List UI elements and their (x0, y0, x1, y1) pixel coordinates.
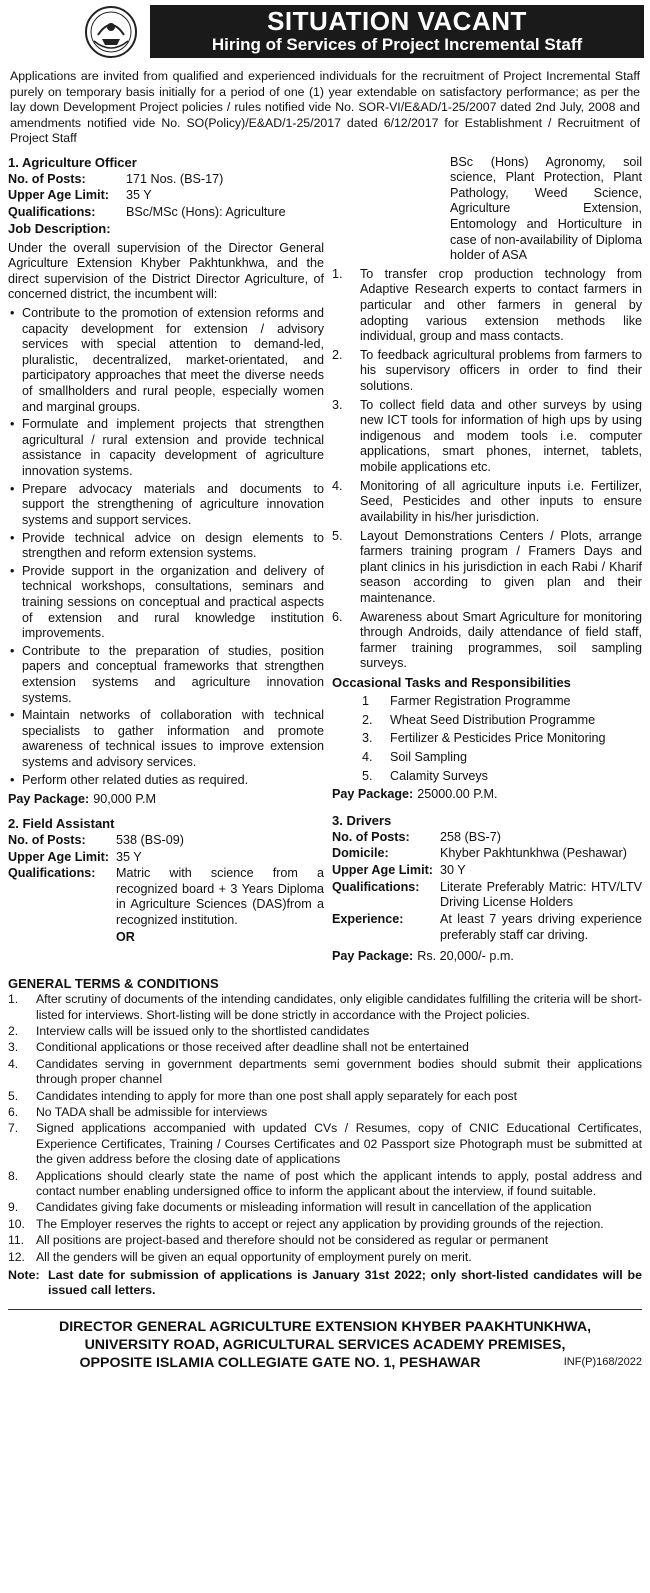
occasional-tasks-list (362, 694, 642, 784)
list-item: • Provide technical advice on design elements to strengthen and reform extension systems. (8, 531, 324, 562)
list-item: 7. Signed applications accompanied with updated CVs / Resumes, copy of CNIC Educational Certificates, Experience Certificates, Training / Courses Certificates and 02 Passport size Photograph must be submitted at the given address before the closing date of applications (8, 1121, 642, 1167)
ao-jd-intro: Under the overall supervision of the Director General Agriculture Extension Khyber Pakhtunkhwa, and the direct supervision of the District Director Agriculture, of concerned district, the incumbent will: (8, 240, 324, 302)
footer-address (8, 1309, 642, 1372)
label: No. of Posts: (8, 171, 86, 186)
list-item: • Formulate and implement projects that strengthen agricultural / rural extension and provide technical assistance in capacity development of agriculture innovation systems. (8, 417, 324, 479)
dr-experience (332, 912, 642, 943)
note-label: Note: (8, 1268, 40, 1283)
value: Rs. 20,000/- p.m. (417, 949, 514, 964)
label: Pay Package: (8, 792, 90, 807)
list-item: 12. All the genders will be given an equal opportunity of employment purely on merit. (8, 1249, 472, 1264)
label: No. of Posts: (8, 832, 86, 847)
ao-qualifications (8, 205, 324, 221)
list-item: • Prepare advocacy materials and documents to support the strengthening of agriculture innovation systems and support services. (8, 482, 324, 529)
label: Qualifications: (332, 879, 420, 894)
reference-number: INF(P)168/2022 (563, 1355, 642, 1368)
note-text: Last date for submission of applications is January 31st 2022; only short-listed candidates will be issued call letters. (48, 1268, 642, 1298)
positions-columns (8, 155, 642, 966)
left-column (8, 155, 332, 966)
list-item: 4. Monitoring of all agriculture inputs i.e. Fertilizer, Seed, Pesticides and other inputs to ensure availability in his/her jurisdiction. (332, 478, 642, 524)
label: Upper Age Limit: (332, 863, 433, 878)
value: At least 7 years driving experience preferably staff car driving. (440, 911, 642, 942)
dr-pay (332, 949, 642, 965)
list-item: 5. Candidates intending to apply for more than one post shall apply separately for each post (8, 1088, 518, 1103)
list-item: 1 Farmer Registration Programme (362, 694, 571, 709)
header (8, 3, 642, 65)
value: Khyber Pakhtunkhwa (Peshawar) (440, 846, 627, 861)
list-item: 3. Conditional applications or those received after deadline shall not be entertained (8, 1040, 469, 1055)
list-item: 3. Fertilizer & Pesticides Price Monitoring (362, 731, 606, 746)
list-item: 9. Candidates giving fake documents or misleading information will result in cancellation of the application (8, 1200, 592, 1215)
value: 171 Nos. (BS-17) (126, 171, 224, 186)
list-item: 5. Calamity Surveys (362, 768, 488, 783)
value: 35 Y (126, 188, 152, 203)
list-item: • Perform other related duties as required. (8, 773, 324, 789)
list-item: 2. Wheat Seed Distribution Programme (362, 712, 596, 727)
list-item: • Contribute to the preparation of studies, position papers and conceptual frameworks that strengthen extension systems and agriculture innovation systems. (8, 644, 324, 706)
value: 538 (BS-09) (116, 832, 184, 847)
drivers-heading: 3. Drivers (332, 812, 392, 828)
field-assistant-heading: 2. Field Assistant (8, 815, 115, 831)
job-description-heading: Job Description: (8, 221, 111, 237)
agriculture-officer-heading: 1. Agriculture Officer (8, 154, 137, 170)
fa-age (8, 850, 324, 866)
list-item: 10. The Employer reserves the rights to accept or reject any application by providing grounds of the rejection. (8, 1216, 604, 1231)
value: 258 (BS-7) (440, 829, 501, 844)
advertisement (8, 3, 642, 1587)
fa-posts (8, 833, 324, 849)
label: Pay Package: (332, 787, 414, 802)
ao-age (8, 188, 324, 204)
list-item: 5. Layout Demonstrations Centers / Plots, arrange farmers training program / Framers Days and plant clinics in his jurisdiction in each Rabi / Kharif season according to given plan and their maintenance. (332, 528, 642, 605)
list-item: 8. Applications should clearly state the name of post which the applicant intends to apply, postal address and contact number enabling undersigned office to inform the applicant about the interview, if found suitable. (8, 1168, 642, 1199)
fa-or (8, 930, 324, 946)
footer-line: OPPOSITE ISLAMIA COLLEGIATE GATE NO. 1, PESHAWAR (79, 1354, 481, 1371)
ao-pay (8, 792, 324, 808)
dr-age (332, 863, 642, 879)
list-item: 1. To transfer crop production technology from Adaptive Research experts to contact farmers in particular and other farmers in general by adopting various extension methods like individual, group and mass contacts. (332, 266, 642, 344)
label: Experience: (332, 911, 404, 926)
value: BSc/MSc (Hons): Agriculture (126, 204, 286, 219)
intro-paragraph: Applications are invited from qualified and experienced individuals for the recruitment of Project Incremental Staff purely on temporary basis initially for a period of one (1) year extendable on satisfactory performance; as per the lay down Development Project policies / rules notified vide No. SOR-VI/E&AD/1-25/2007 dated 2nd July, 2008 and amendments notified vide No. SO(Policy)/E&AD/1-25/2017 dated 6/12/2017 for Establishment / Recruitment of Project Staff (10, 69, 640, 145)
label: Qualifications: (8, 204, 96, 219)
value: 35 Y (116, 849, 142, 864)
value: Literate Preferably Matric: HTV/LTV Driving License Holders (440, 879, 642, 910)
value: Matric with science from a recognized board + 3 Years Diploma in Agriculture Sciences (DAS)from a recognized institution. (116, 866, 324, 928)
value: 90,000 P.M (93, 792, 157, 807)
label: Qualifications: (8, 866, 96, 881)
list-item: 6. Awareness about Smart Agriculture for monitoring through Androids, daily attendance of field staff, farmer training programmes, soil sampling surveys. (332, 609, 642, 671)
list-item: 4. Soil Sampling (362, 749, 468, 764)
fa-qualifications-cont: BSc (Hons) Agronomy, soil science, Plant Protection, Plant Pathology, Weed Science, Agriculture Extension, Entomology and Horticulture in case of non-availability of Diploma holder of ASA (450, 154, 642, 263)
dr-qualifications (332, 880, 642, 911)
value: 25000.00 P.M. (417, 787, 498, 802)
or-label: OR (116, 929, 135, 944)
list-item: 2. Interview calls will be issued only to the shortlisted candidates (8, 1023, 370, 1038)
ao-posts (8, 172, 324, 188)
list-item: • Provide support in the organization and delivery of technical workshops, consultations, seminars and training sessions on conceptual and practical aspects of extension and rural knowledge institution improvements. (8, 564, 324, 642)
right-column (332, 155, 642, 966)
list-item: 11. All positions are project-based and therefore should not be considered as regular or permanent (8, 1233, 549, 1248)
list-item: 3. To collect field data and other surveys by using new ICT tools for information of high ups by using indigenous and modem tools i.e. computer applications, smart phones, internet, tablets, mobile applications etc. (332, 397, 642, 475)
list-item: 6. No TADA shall be admissible for interviews (8, 1105, 268, 1119)
dr-domicile (332, 846, 642, 862)
list-item: 1. After scrutiny of documents of the intending candidates, only eligible candidates fulfilling the criteria will be short-listed for interviews. Short-listing will be done strictly in accordance with the Project policies. (8, 992, 642, 1022)
fa-qualifications (8, 866, 324, 928)
general-terms-list (8, 992, 642, 1265)
footer-line: DIRECTOR GENERAL AGRICULTURE EXTENSION KHYBER PAAKHTUNKHWA, (58, 1318, 592, 1335)
label: Upper Age Limit: (8, 849, 109, 864)
label: Domicile: (332, 846, 389, 861)
label: No. of Posts: (332, 829, 410, 844)
government-emblem-icon (84, 5, 138, 59)
general-terms (8, 976, 642, 1299)
dr-posts (332, 830, 642, 846)
title-banner (150, 5, 644, 58)
deadline-note (8, 1268, 642, 1299)
value: 30 Y (440, 863, 466, 878)
footer-line: UNIVERSITY ROAD, AGRICULTURAL SERVICES ACADEMY PREMISES, (84, 1336, 566, 1353)
label: Pay Package: (332, 949, 414, 964)
list-item: 4. Candidates serving in government departments semi government bodies should submit their applications through proper channel (8, 1056, 642, 1087)
label: Upper Age Limit: (8, 188, 109, 203)
ao-duties-list (8, 306, 324, 788)
general-terms-heading: GENERAL TERMS & CONDITIONS (8, 975, 219, 991)
fa-duties-list (332, 267, 642, 672)
list-item: • Maintain networks of collaboration with technical specialists to gather information and promote awareness of technical issues to improve extension systems and advisory services. (8, 708, 324, 770)
list-item: 2. To feedback agricultural problems from farmers to his supervisory officers in order to find their solutions. (332, 347, 642, 394)
fa-pay (332, 787, 642, 803)
page-title: SITUATION VACANT (267, 6, 527, 36)
occasional-tasks-heading: Occasional Tasks and Responsibilities (332, 675, 571, 690)
list-item: • Contribute to the promotion of extension reforms and capacity development for extension / advisory services with special attention to demand-led, pluralistic, decentralized, market-orientated, and participatory approaches that meet the diverse needs of smallholders and rural people, especially women and marginal groups. (8, 306, 324, 415)
page-subtitle: Hiring of Services of Project Incremental Staff (211, 35, 583, 54)
